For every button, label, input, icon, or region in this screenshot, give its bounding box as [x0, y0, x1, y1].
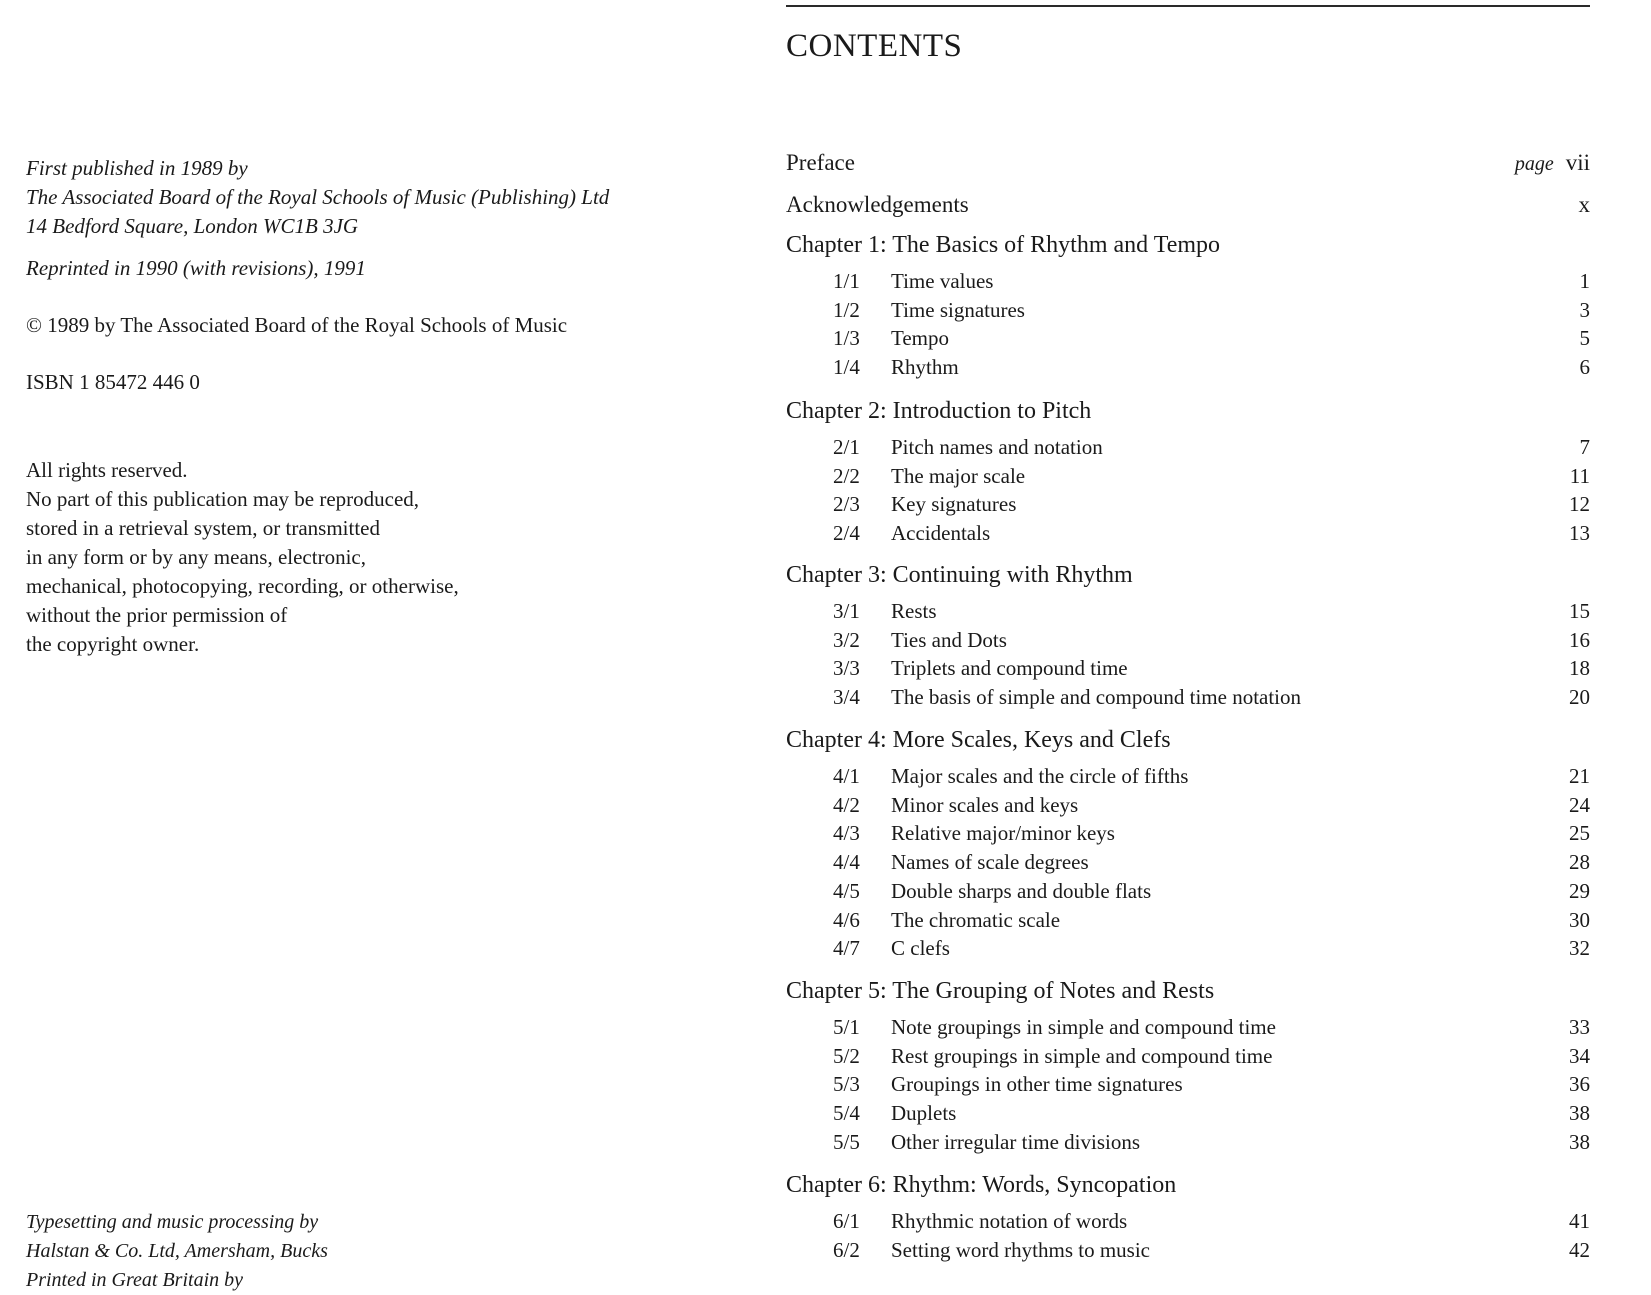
- rights-line: without the prior permission of: [26, 603, 288, 627]
- toc-page-number: 16: [1569, 627, 1590, 652]
- section-number: 1/2: [833, 297, 860, 322]
- toc-page-number: 13: [1569, 521, 1590, 546]
- typesetting-line: Typesetting and music processing by: [26, 1211, 319, 1233]
- section-number: 2/2: [833, 463, 860, 488]
- toc-page-value: vii: [1565, 150, 1590, 175]
- section-number: 3/1: [833, 599, 860, 623]
- chapter-title: Chapter 4: More Scales, Keys and Clefs: [786, 727, 1171, 753]
- rights-line: No part of this publication may be reproduced,: [26, 487, 420, 511]
- toc-page-number: 24: [1569, 792, 1590, 817]
- section-number: 2/4: [833, 521, 860, 546]
- section-number: 1/1: [833, 269, 860, 293]
- toc-page-number: 3: [1579, 297, 1590, 322]
- toc-page-number: 28: [1569, 850, 1590, 875]
- section-title: Note groupings in simple and compound time: [891, 1015, 1276, 1039]
- section-number: 4/2: [833, 792, 860, 817]
- chapter-title: Chapter 2: Introduction to Pitch: [786, 398, 1092, 424]
- toc-page-number: 6: [1579, 355, 1590, 380]
- copyright-notice: © 1989 by The Associated Board of the Royal Schools of Music: [26, 313, 568, 337]
- toc-page-number: 11: [1569, 463, 1590, 488]
- section-title: Pitch names and notation: [891, 435, 1103, 459]
- section-title: Ties and Dots: [891, 627, 1007, 652]
- toc-page-number: 38: [1569, 1101, 1590, 1126]
- toc-page-number: 5: [1579, 326, 1590, 351]
- chapter-title: Chapter 6: Rhythm: Words, Syncopation: [786, 1172, 1177, 1198]
- rights-notice: [26, 456, 459, 659]
- publisher-block: [26, 154, 609, 241]
- section-number: 6/1: [833, 1209, 860, 1233]
- section-number: 4/1: [833, 764, 860, 788]
- rights-line: All rights reserved.: [26, 458, 188, 482]
- contents-page: [786, 0, 1590, 1275]
- page-label: page: [1514, 153, 1554, 175]
- typesetting-credit: [26, 1208, 328, 1295]
- toc-page-number: 30: [1569, 907, 1590, 932]
- section-title: Rhythmic notation of words: [891, 1209, 1128, 1233]
- toc-page-number: [1515, 150, 1590, 176]
- toc-page-number: 21: [1569, 764, 1590, 788]
- section-title: Tempo: [891, 326, 950, 351]
- toc-page-number: 32: [1569, 936, 1590, 961]
- typesetting-line: Halstan & Co. Ltd, Amersham, Bucks: [26, 1240, 328, 1262]
- section-number: 3/2: [833, 627, 860, 652]
- imprint-page: [26, 0, 726, 1291]
- toc-page-number: 41: [1569, 1209, 1590, 1233]
- toc-page-number: 33: [1569, 1015, 1590, 1039]
- toc-page-number: 20: [1569, 685, 1590, 710]
- chapter-title: Chapter 3: Continuing with Rhythm: [786, 562, 1133, 588]
- section-number: 4/4: [833, 850, 860, 875]
- toc-page-number: 34: [1569, 1043, 1590, 1068]
- section-number: 4/3: [833, 821, 860, 846]
- section-number: 2/1: [833, 435, 860, 459]
- toc-page-number: 29: [1569, 878, 1590, 903]
- toc-page-value: x: [1578, 192, 1590, 217]
- section-number: 3/3: [833, 656, 860, 681]
- toc-page-number: 36: [1569, 1072, 1590, 1097]
- section-title: Setting word rhythms to music: [891, 1237, 1150, 1262]
- toc-page-number: 1: [1579, 269, 1590, 293]
- section-title: Other irregular time divisions: [891, 1129, 1141, 1154]
- toc-page-number: [1579, 192, 1591, 218]
- section-number: 3/4: [833, 685, 860, 710]
- toc-page-number: 15: [1569, 599, 1590, 623]
- section-title: Double sharps and double flats: [891, 878, 1152, 903]
- publisher-line: First published in 1989 by: [26, 156, 248, 180]
- toc-entry-title: Acknowledgements: [786, 192, 969, 217]
- page-title: CONTENTS: [786, 28, 963, 64]
- section-title: Minor scales and keys: [891, 792, 1079, 817]
- rights-line: in any form or by any means, electronic,: [26, 545, 366, 569]
- publisher-line: 14 Bedford Square, London WC1B 3JG: [26, 214, 359, 238]
- section-title: Major scales and the circle of fifths: [891, 764, 1189, 788]
- toc-page-number: 7: [1579, 435, 1590, 459]
- chapter-title: Chapter 5: The Grouping of Notes and Rests: [786, 978, 1215, 1004]
- section-number: 4/7: [833, 936, 860, 961]
- toc-page-number: 18: [1569, 656, 1590, 681]
- section-number: 5/3: [833, 1072, 860, 1097]
- rights-line: mechanical, photocopying, recording, or otherwise,: [26, 574, 459, 598]
- toc-page-number: 12: [1569, 492, 1590, 517]
- section-title: Key signatures: [891, 492, 1017, 517]
- section-number: 5/5: [833, 1129, 860, 1154]
- section-number: 5/2: [833, 1043, 860, 1068]
- isbn: ISBN 1 85472 446 0: [26, 370, 200, 394]
- section-title: The major scale: [891, 463, 1026, 488]
- rights-line: stored in a retrieval system, or transmitted: [26, 516, 380, 540]
- toc-entry-title: Preface: [786, 150, 855, 175]
- section-title: Rest groupings in simple and compound time: [891, 1043, 1273, 1068]
- section-title: Names of scale degrees: [891, 850, 1089, 875]
- toc-page-number: 25: [1569, 821, 1590, 846]
- chapter-title: Chapter 1: The Basics of Rhythm and Tempo: [786, 232, 1221, 258]
- rights-line: the copyright owner.: [26, 632, 200, 656]
- section-title: Groupings in other time signatures: [891, 1072, 1183, 1097]
- section-title: Time values: [891, 269, 994, 293]
- section-title: Triplets and compound time: [891, 656, 1128, 681]
- section-number: 2/3: [833, 492, 860, 517]
- section-number: 5/4: [833, 1101, 860, 1126]
- section-number: 1/3: [833, 326, 860, 351]
- section-number: 4/5: [833, 878, 860, 903]
- typesetting-line: Printed in Great Britain by: [26, 1269, 244, 1291]
- section-number: 5/1: [833, 1015, 860, 1039]
- section-title: The basis of simple and compound time notation: [891, 685, 1302, 710]
- reprint-note: Reprinted in 1990 (with revisions), 1991: [26, 256, 366, 280]
- section-title: Time signatures: [891, 297, 1025, 322]
- section-title: C clefs: [891, 936, 950, 961]
- section-number: 1/4: [833, 355, 860, 380]
- section-number: 4/6: [833, 907, 860, 932]
- section-title: The chromatic scale: [891, 907, 1061, 932]
- toc-page-number: 38: [1569, 1129, 1590, 1154]
- section-title: Duplets: [891, 1101, 957, 1126]
- section-title: Relative major/minor keys: [891, 821, 1115, 846]
- header-rule: [786, 5, 1590, 7]
- section-title: Accidentals: [891, 521, 991, 546]
- publisher-line: The Associated Board of the Royal Schools of Music (Publishing) Ltd: [26, 185, 610, 209]
- section-title: Rests: [891, 599, 937, 623]
- section-title: Rhythm: [891, 355, 959, 380]
- section-number: 6/2: [833, 1237, 860, 1262]
- toc-page-number: 42: [1569, 1237, 1590, 1262]
